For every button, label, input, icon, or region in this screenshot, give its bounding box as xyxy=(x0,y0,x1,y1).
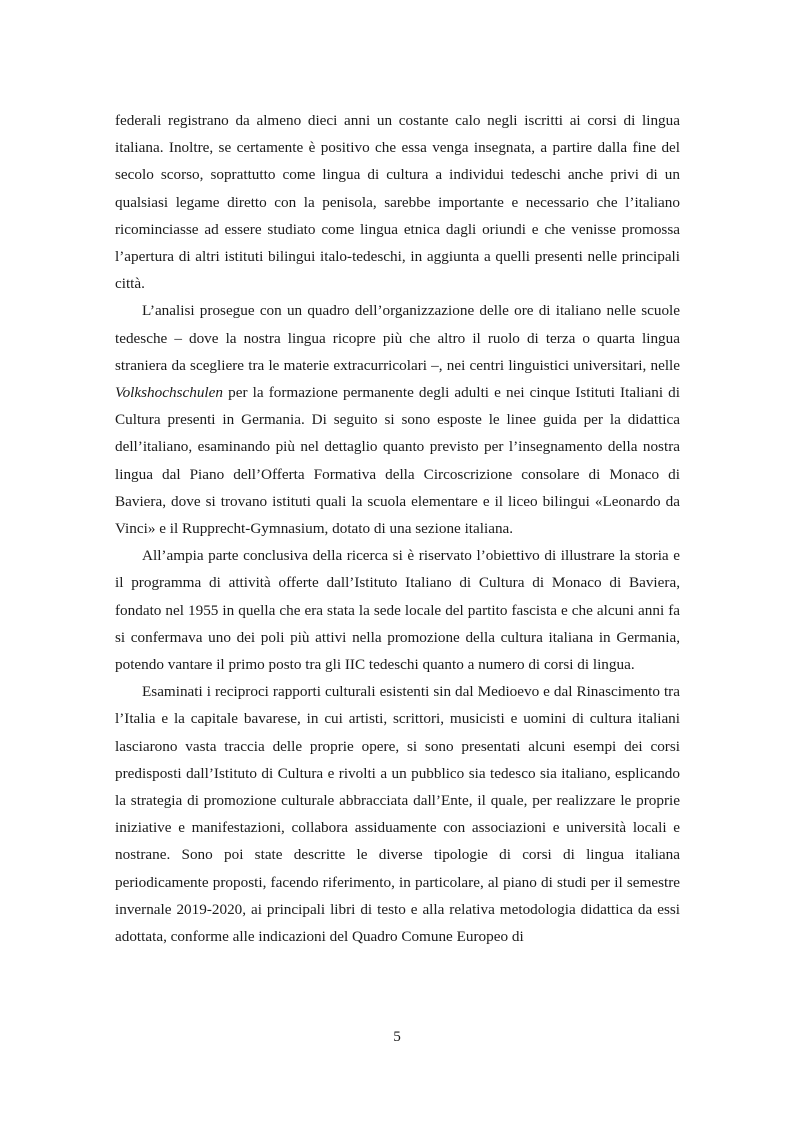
paragraph-2-text-b: per la formazione permanente degli adulti e nei cinque Istituti Italiani di Cultura presenti in Germania. Di seguito si sono esposte le linee guida per la didattica dell’italiano, esaminando più nel dettaglio quanto previsto per l’insegnamento della nostra lingua dal Piano dell’Offerta Formativa della Circoscrizione consolare di Monaco di Baviera, dove si trovano istituti quali la scuola elementare e il liceo bilingui «Leonardo da Vinci» e il Rupprecht-Gymnasium, dotato di una sezione italiana. xyxy=(115,384,680,538)
paragraph-1-text: federali registrano da almeno dieci anni un costante calo negli iscritti ai corsi di lingua italiana. Inoltre, se certamente è positivo che essa venga insegnata, a partire dalla fine del secolo scorso, soprattutto come lingua di cultura a individui tedeschi anche privi di un qualsiasi legame diretto con la penisola, sarebbe importante e necessario che l’italiano ricominciasse ad essere studiato come lingua etnica dagli oriundi e che venisse promossa l’apertura di altri istituti bilingui italo-tedeschi, in aggiunta a quelli presenti nelle principali città. xyxy=(115,112,680,293)
paragraph-2-text-a: L’analisi prosegue con un quadro dell’organizzazione delle ore di italiano nelle scuole tedesche – dove la nostra lingua ricopre più che altro il ruolo di terza o quarta lingua straniera da scegliere tra le materie extracurricolari –, nei centri linguistici universitari, nelle xyxy=(115,302,680,374)
paragraph-2-italic-term: Volkshochschulen xyxy=(115,384,223,402)
paragraph-4 xyxy=(115,678,680,950)
paragraph-3-text: All’ampia parte conclusiva della ricerca si è riservato l’obiettivo di illustrare la storia e il programma di attività offerte dall’Istituto Italiano di Cultura di Monaco di Baviera, fondato nel 1955 in quella che era stata la sede locale del partito fascista e che alcuni anni fa si confermava uno dei poli più attivi nella promozione della cultura italiana in Germania, potendo vantare il primo posto tra gli IIC tedeschi quanto a numero di corsi di lingua. xyxy=(115,547,680,674)
page-number: 5 xyxy=(393,1028,401,1045)
paragraph-2 xyxy=(115,297,680,542)
page-body xyxy=(115,107,680,950)
paragraph-4-text: Esaminati i reciproci rapporti culturali esistenti sin dal Medioevo e dal Rinascimento tra l’Italia e la capitale bavarese, in cui artisti, scrittori, musicisti e uomini di cultura italiani lasciarono vasta traccia delle proprie opere, si sono presentati alcuni esempi dei corsi predisposti dall’Istituto di Cultura e rivolti a un pubblico sia tedesco sia italiano, esplicando la strategia di promozione culturale abbracciata dall’Ente, il quale, per realizzare le proprie iniziative e manifestazioni, collabora assiduamente con associazioni e università locali e nostrane. Sono poi state descritte le diverse tipologie di corsi di lingua italiana periodicamente proposti, facendo riferimento, in particolare, al piano di studi per il semestre invernale 2019-2020, ai principali libri di testo e alla relativa metodologia didattica da essi adottata, conforme alle indicazioni del Quadro Comune Europeo di xyxy=(115,683,680,946)
paragraph-1 xyxy=(115,107,680,297)
paragraph-3 xyxy=(115,542,680,678)
